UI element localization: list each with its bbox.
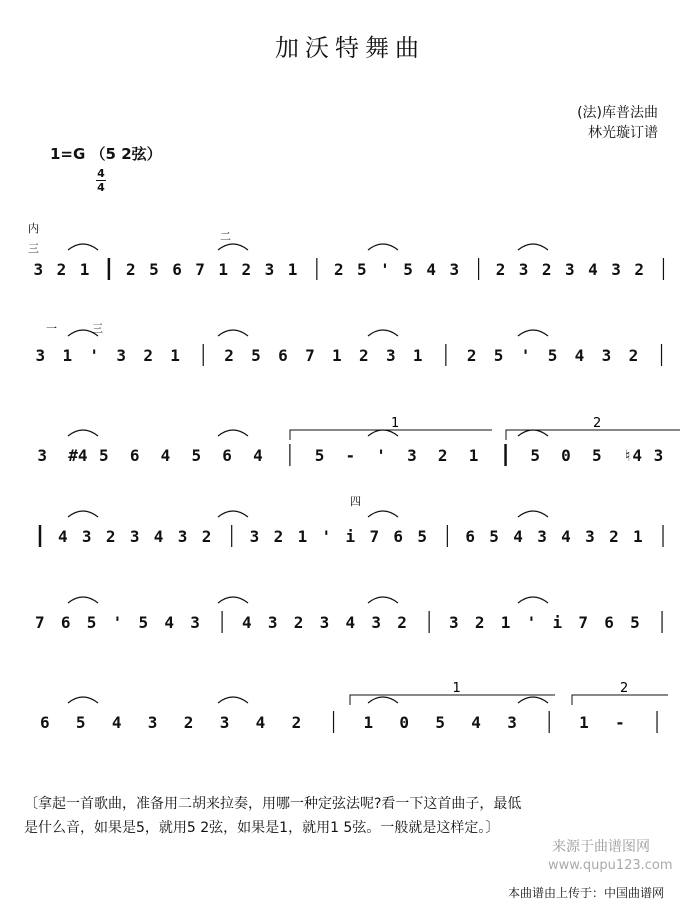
comment-line-2: 是什么音，如果是5，就用5 2弦，如果是1，就用1 5弦。一般就是这样定。〕 [24, 820, 500, 836]
note: 0 [399, 713, 410, 732]
tie-arc [368, 330, 398, 336]
tie-arc [68, 697, 98, 703]
volta-number: 2 [593, 416, 602, 431]
tie-arc [368, 511, 398, 517]
note: 1 [79, 260, 90, 279]
note: i [552, 613, 563, 632]
note: 3 [653, 446, 664, 465]
volta-bracket [572, 695, 668, 705]
tie-arc [218, 511, 248, 517]
note: 3 [585, 527, 595, 546]
tie-arc [518, 430, 548, 436]
note: 4 [253, 446, 263, 465]
note: 3 [249, 527, 260, 546]
note: 2 [609, 527, 619, 546]
note: 2 [183, 713, 194, 732]
note: 2 [397, 613, 407, 632]
tie-arc [218, 597, 248, 603]
note: 5 [149, 260, 159, 279]
note: 7 [195, 260, 205, 279]
note: 3 [601, 346, 612, 365]
tie-arc [518, 597, 548, 603]
note: 4 [426, 260, 437, 279]
note: - [615, 713, 625, 732]
note: 2 [273, 527, 284, 546]
note: i [345, 527, 356, 546]
tie-arc [518, 697, 548, 703]
note: 4 [588, 260, 598, 279]
explanation-text [24, 792, 684, 840]
note: 4 [471, 713, 481, 732]
note: 4 [561, 527, 571, 546]
note: 5 [314, 446, 325, 465]
note: 3 [219, 713, 230, 732]
note: 6 [222, 446, 232, 465]
note: 2 [201, 527, 212, 546]
score-title: 加沃特舞曲 [275, 34, 425, 62]
note: 3 [449, 613, 459, 632]
note: 2 [541, 260, 552, 279]
tie-arc [218, 244, 248, 250]
note: 5 [403, 260, 413, 279]
note: 3 [37, 446, 48, 465]
note: 5 [99, 446, 109, 465]
note: ' [89, 346, 100, 365]
note: 2 [224, 346, 234, 365]
note: #4 [68, 446, 88, 465]
fingering-mark: 三 [92, 322, 103, 335]
note: 2 [56, 260, 67, 279]
note: 5 [357, 260, 367, 279]
note: 1 [633, 527, 643, 546]
note: 2 [495, 260, 506, 279]
note: 3 [518, 260, 529, 279]
note: 6 [60, 613, 71, 632]
note: 1 [287, 260, 298, 279]
note: 1 [363, 713, 374, 732]
fingering-mark: 二 [220, 230, 231, 243]
note: 6 [465, 527, 475, 546]
fingering-mark: 内 [28, 222, 39, 235]
note: 3 [537, 527, 547, 546]
note: 5 [251, 346, 261, 365]
note: 5 [591, 446, 602, 465]
note: ' [112, 613, 123, 632]
note: 5 [489, 527, 499, 546]
fingering-mark: 四 [350, 495, 361, 508]
composer-credit: (法)库普法曲 [577, 105, 658, 121]
note: 4 [255, 713, 266, 732]
tie-arc [518, 330, 548, 336]
note: 3 [177, 527, 188, 546]
note: 2 [333, 260, 344, 279]
note: 1 [218, 260, 229, 279]
note: 1 [500, 613, 511, 632]
note: ' [321, 527, 332, 546]
note: 3 [507, 713, 517, 732]
note: 6 [172, 260, 182, 279]
note: 3 [264, 260, 275, 279]
note: 5 [417, 527, 428, 546]
note: 2 [437, 446, 448, 465]
note: - [345, 446, 356, 465]
watermark: 来源于曲谱图网 [552, 839, 650, 855]
note: 3 [449, 260, 460, 279]
note: 3 [565, 260, 575, 279]
volta-number: 1 [391, 416, 400, 431]
note: 6 [604, 613, 614, 632]
note: 2 [474, 613, 485, 632]
note: 6 [39, 713, 50, 732]
note: 3 [147, 713, 158, 732]
note: 4 [160, 446, 171, 465]
note: 6 [278, 346, 288, 365]
note: 1 [579, 713, 589, 732]
note: 5 [86, 613, 97, 632]
note: 3 [33, 260, 44, 279]
note: 4 [153, 527, 164, 546]
note: 5 [435, 713, 445, 732]
note: 4 [513, 527, 523, 546]
note: 2 [291, 713, 302, 732]
time-bottom: 4 [97, 181, 105, 194]
note: 2 [143, 346, 153, 365]
note: 3 [385, 346, 396, 365]
note: 1 [412, 346, 423, 365]
note: 2 [466, 346, 477, 365]
note: 7 [369, 527, 380, 546]
comment-line-1: 〔拿起一首歌曲，准备用二胡来拉奏，用哪一种定弦法呢?看一下这首曲子，最低 [24, 796, 522, 812]
volta-bracket [506, 430, 680, 440]
watermark-url: www.qupu123.com [548, 858, 673, 873]
note: 3 [81, 527, 92, 546]
note: ' [380, 260, 390, 279]
note: 5 [630, 613, 640, 632]
note: 4 [164, 613, 174, 632]
note: 4 [111, 713, 122, 732]
fingering-mark: 一 [46, 322, 57, 335]
key-signature: 1=G （5 2弦） [50, 145, 162, 163]
note: 2 [634, 260, 644, 279]
tie-arc [68, 430, 98, 436]
note: 3 [371, 613, 382, 632]
tie-arc [68, 511, 98, 517]
note: 7 [305, 346, 315, 365]
tie-arc [368, 597, 398, 603]
tie-arc [218, 430, 248, 436]
note: 5 [75, 713, 86, 732]
note: 3 [611, 260, 621, 279]
note: ' [520, 346, 531, 365]
note: ♮4 [622, 446, 643, 465]
note: 4 [574, 346, 585, 365]
note: 3 [116, 346, 126, 365]
note: 7 [34, 613, 45, 632]
note: 5 [138, 613, 149, 632]
tie-arc [368, 244, 398, 250]
tie-arc [218, 330, 248, 336]
note: 2 [125, 260, 136, 279]
note: 3 [319, 613, 330, 632]
note: 0 [561, 446, 571, 465]
note: 1 [170, 346, 180, 365]
note: 4 [57, 527, 68, 546]
note: 5 [191, 446, 202, 465]
footer-source: 本曲谱由上传于：中国曲谱网 [508, 886, 665, 900]
tie-arc [218, 697, 248, 703]
note: 1 [297, 527, 308, 546]
note: 4 [241, 613, 252, 632]
volta-number: 1 [452, 681, 461, 696]
tie-arc [518, 511, 548, 517]
fingering-mark: 三 [28, 242, 39, 255]
note: ' [526, 613, 537, 632]
note: 7 [578, 613, 589, 632]
note: 2 [358, 346, 369, 365]
note: 6 [129, 446, 140, 465]
note: 2 [241, 260, 252, 279]
tie-arc [518, 244, 548, 250]
note: 5 [530, 446, 540, 465]
note: 2 [628, 346, 639, 365]
note: 3 [35, 346, 46, 365]
note: 4 [345, 613, 356, 632]
note: 1 [332, 346, 342, 365]
note: 3 [267, 613, 278, 632]
volta-bracket [350, 695, 555, 705]
note: 5 [493, 346, 504, 365]
note: 6 [393, 527, 404, 546]
note: 2 [105, 527, 116, 546]
note: 3 [129, 527, 140, 546]
editor-credit: 林光璇订谱 [588, 125, 658, 141]
note: 1 [62, 346, 73, 365]
time-top: 4 [97, 167, 105, 180]
note: 2 [293, 613, 304, 632]
note: 1 [468, 446, 479, 465]
note: 5 [547, 346, 558, 365]
tie-arc [68, 597, 98, 603]
tie-arc [368, 697, 398, 703]
note: 3 [190, 613, 200, 632]
note: 3 [407, 446, 417, 465]
volta-number: 2 [620, 681, 629, 696]
note: ' [376, 446, 386, 465]
tie-arc [68, 244, 98, 250]
